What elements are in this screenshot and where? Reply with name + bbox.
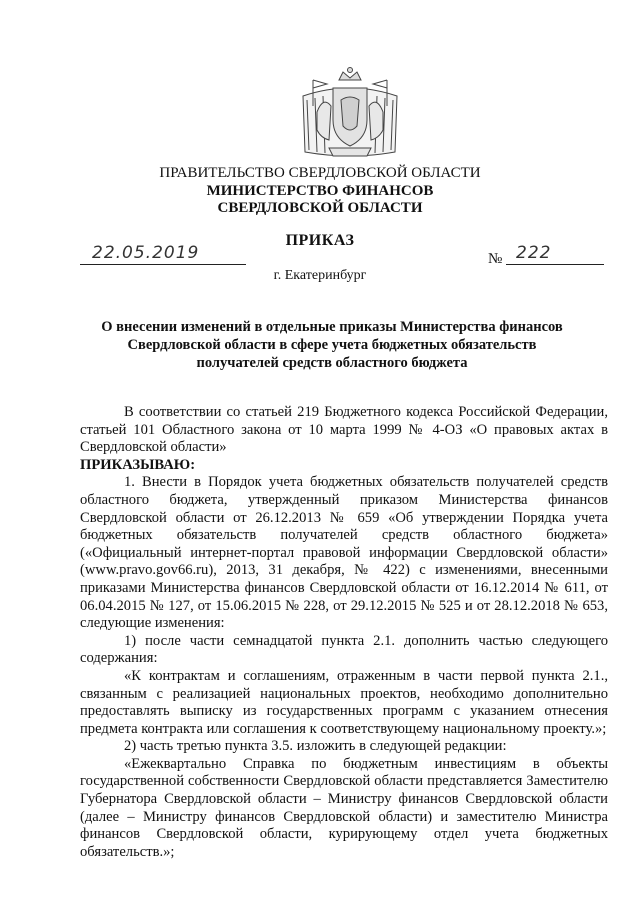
government-name: ПРАВИТЕЛЬСТВО СВЕРДЛОВСКОЙ ОБЛАСТИ: [159, 165, 481, 181]
number-underline: [506, 264, 604, 265]
number-label: №: [488, 251, 503, 267]
order-subject: О внесении изменений в отдельные приказы Министерства финансов Свердловской области в сфере учета бюджетных обязательств получателей средств областного бюджета: [101, 319, 563, 371]
document-body: [80, 404, 608, 861]
paragraph-quote-1: «К контрактам и соглашениям, отраженным в части первой пункта 2.1., связанным с реализацией национальных проектов, необходимо дополнительно предоставлять выписку из государственных программ с указанием отнесения предмета контракта или соглашения к соответствующему национальному проекту.»;: [80, 667, 608, 737]
paragraph-order-word: ПРИКАЗЫВАЮ:: [80, 456, 196, 473]
ministry-name-line2: СВЕРДЛОВСКОЙ ОБЛАСТИ: [217, 200, 423, 216]
paragraph-item-1: 1. Внести в Порядок учета бюджетных обязательств получателей средств областного бюджета, утвержденный приказом Министерства финансов Свердловской области от 26.12.2013 № 659 «Об утверждении Порядка учета бюджетных обязательств получателей средств областного бюджета» («Официальный интернет-портал правовой информации Свердловской области» (www.pravo.gov66.ru), 2013, 31 декабря, № 422) с изменениями, внесенными приказами Министерства финансов Свердловской области от 16.12.2014 № 611, от 06.04.2015 № 127, от 15.06.2015 № 228, от 29.12.2015 № 525 и от 28.12.2018 № 653, следующие изменения:: [80, 474, 608, 632]
date-underline: [80, 264, 246, 265]
paragraph-subitem-1: 1) после части семнадцатой пункта 2.1. дополнить частью следующего содержания:: [80, 632, 608, 667]
city-name: г. Екатеринбург: [273, 268, 367, 283]
coat-of-arms-icon: [295, 66, 405, 162]
paragraph-preamble: В соответствии со статьей 219 Бюджетного кодекса Российской Федерации, статьей 101 Областного закона от 10 марта 1999 № 4-ОЗ «О правовых актах в Свердловской области»: [80, 404, 608, 456]
paragraph-quote-2: «Ежеквартально Справка по бюджетным инвестициям в объекты государственной собственности Свердловской области представляется Заместителю Губернатора Свердловской области – Министру финансов Свердловской области (далее – Министру финансов Свердловской области) и заместителю Министра финансов Свердловской области, курирующему отдел учета бюджетных обязательств.»;: [80, 755, 608, 860]
order-date-handwritten: 22.05.2019: [92, 243, 200, 263]
ministry-name-line1: МИНИСТЕРСТВО ФИНАНСОВ: [206, 183, 434, 199]
paragraph-subitem-2: 2) часть третью пункта 3.5. изложить в следующей редакции:: [124, 738, 507, 755]
order-number-handwritten: 222: [516, 243, 552, 263]
document-title: ПРИКАЗ: [285, 232, 355, 249]
